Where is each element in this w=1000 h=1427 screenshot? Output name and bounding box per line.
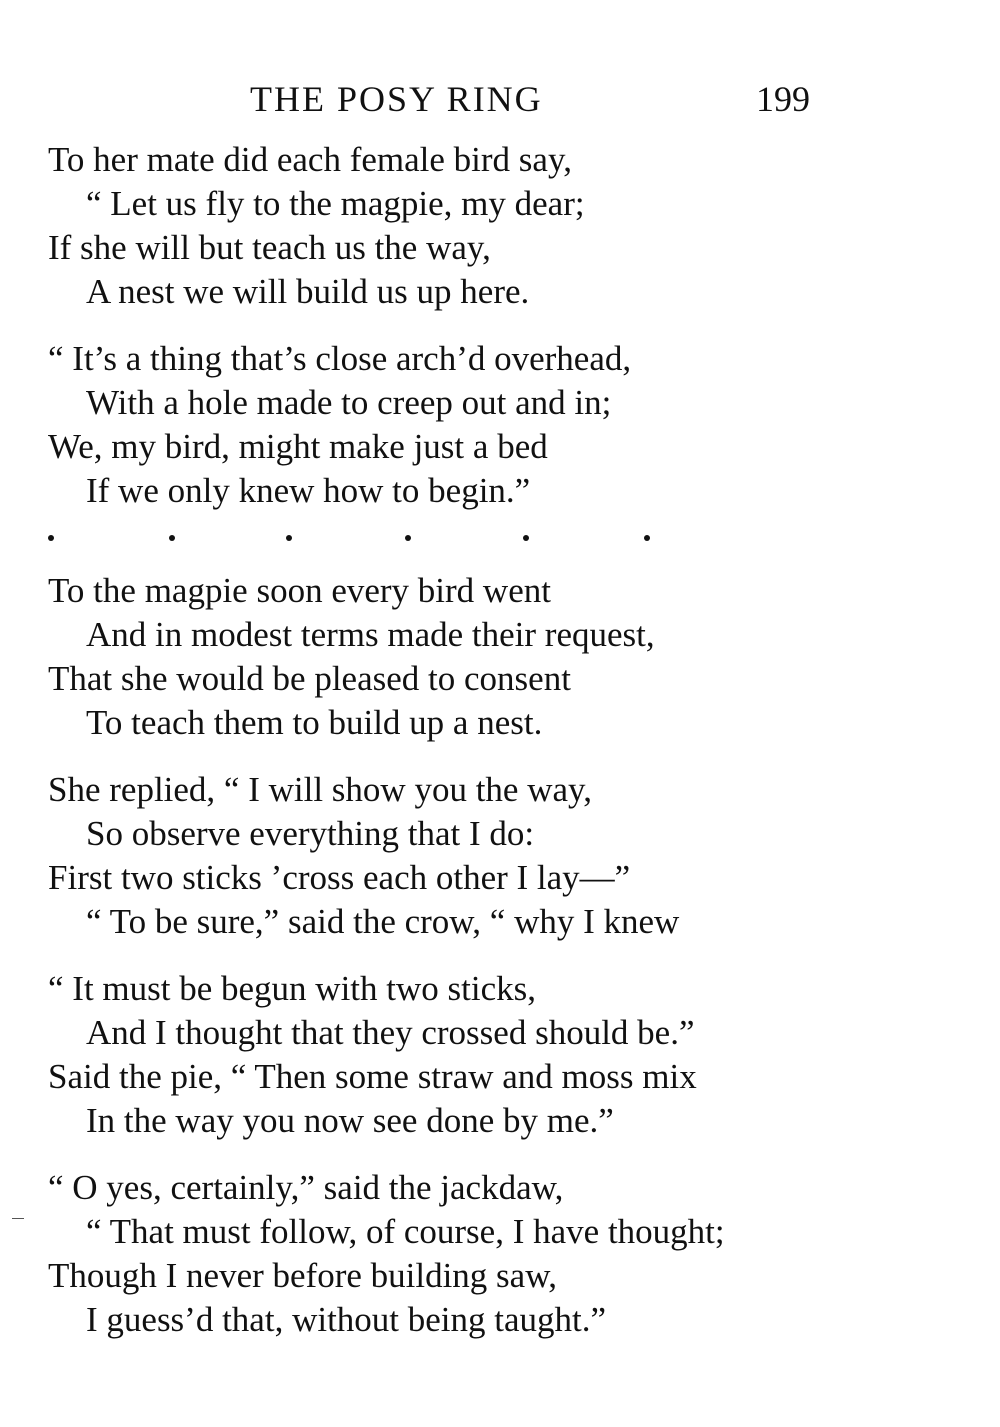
poem-line: “ O yes, certainly,” said the jackdaw, xyxy=(48,1168,564,1207)
section-break-dots xyxy=(48,513,948,569)
ellipsis-dot xyxy=(405,535,411,541)
poem-line: That she would be pleased to consent xyxy=(48,659,571,698)
poem-line: “ That must follow, of course, I have thought; xyxy=(86,1212,725,1251)
stanza-2 xyxy=(48,337,948,513)
poem-line: To her mate did each female bird say, xyxy=(48,140,572,179)
running-head xyxy=(0,78,1000,128)
poem-line: If she will but teach us the way, xyxy=(48,228,491,267)
stanza-5 xyxy=(48,967,948,1143)
poem-line: “ It’s a thing that’s close arch’d overhead, xyxy=(48,339,632,378)
poem-body xyxy=(48,138,948,1342)
poem-line: If we only knew how to begin.” xyxy=(86,471,531,510)
poem-line: With a hole made to creep out and in; xyxy=(86,383,612,422)
stanza-6 xyxy=(48,1166,948,1342)
stanza-3 xyxy=(48,569,948,745)
stanza-4 xyxy=(48,768,948,944)
margin-mark xyxy=(12,1218,24,1219)
ellipsis-dot xyxy=(523,535,529,541)
poem-line: In the way you now see done by me.” xyxy=(86,1101,614,1140)
poem-line: And in modest terms made their request, xyxy=(86,615,655,654)
poem-line: We, my bird, might make just a bed xyxy=(48,427,548,466)
poem-line: To teach them to build up a nest. xyxy=(86,703,543,742)
poem-line: “ It must be begun with two sticks, xyxy=(48,969,537,1008)
ellipsis-dot xyxy=(286,535,292,541)
poem-line: “ Let us fly to the magpie, my dear; xyxy=(86,184,585,223)
ellipsis-dot xyxy=(48,535,54,541)
poem-line: First two sticks ’cross each other I lay—” xyxy=(48,858,631,897)
poem-line: A nest we will build us up here. xyxy=(86,272,530,311)
poem-line: I guess’d that, without being taught.” xyxy=(86,1300,607,1339)
ellipsis-dot xyxy=(169,535,175,541)
running-head-title: THE POSY RING xyxy=(250,79,543,119)
poem-line: And I thought that they crossed should be.” xyxy=(86,1013,695,1052)
page-number: 199 xyxy=(756,79,810,119)
poem-line: Though I never before building saw, xyxy=(48,1256,557,1295)
poem-line: “ To be sure,” said the crow, “ why I knew xyxy=(86,902,680,941)
ellipsis-dot xyxy=(644,535,650,541)
poem-line: To the magpie soon every bird went xyxy=(48,571,551,610)
poem-line: So observe everything that I do: xyxy=(86,814,535,853)
stanza-1 xyxy=(48,138,948,314)
poem-line: She replied, “ I will show you the way, xyxy=(48,770,593,809)
poem-line: Said the pie, “ Then some straw and moss mix xyxy=(48,1057,697,1096)
